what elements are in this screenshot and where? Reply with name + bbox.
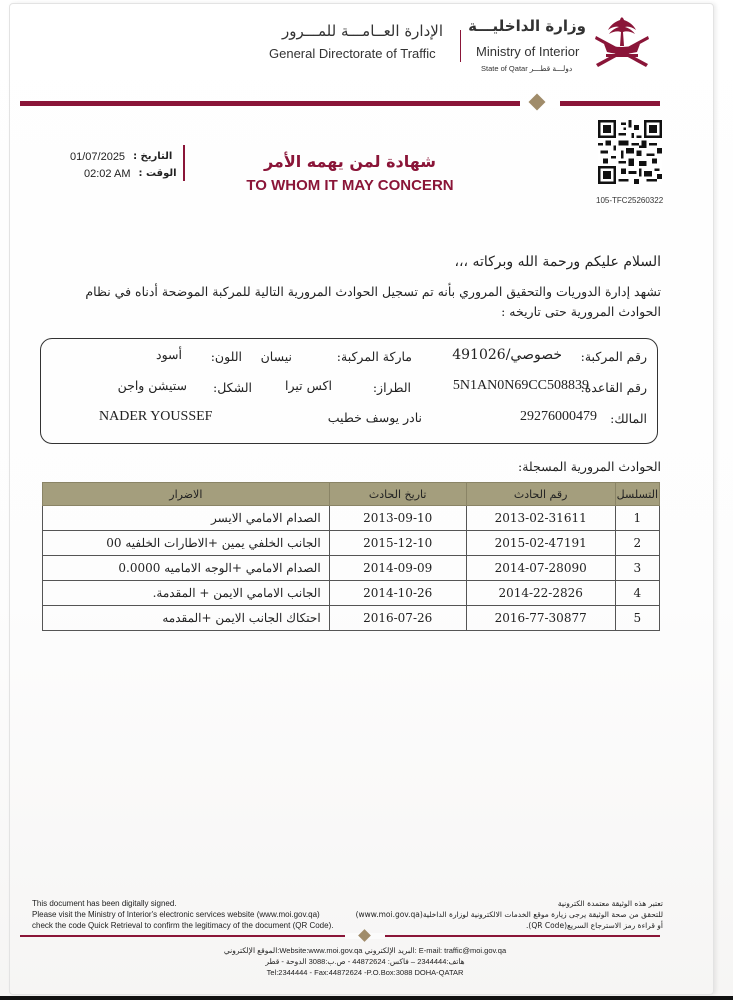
cell-number: 2016-77-30877 <box>466 606 615 631</box>
table-header-row <box>43 483 660 506</box>
cell-seq: 2 <box>615 531 659 556</box>
time-value: 02:02 AM <box>84 167 131 180</box>
header-date: تاريخ الحادث <box>329 483 466 506</box>
header-rule <box>20 101 660 106</box>
header-number: رقم الحادث <box>466 483 615 506</box>
table-row <box>43 506 660 531</box>
vehicle-info-box <box>40 338 658 444</box>
chassis-label: رقم القاعدة: <box>580 380 647 395</box>
intro-paragraph <box>61 282 661 322</box>
time-label: الوقت : <box>138 168 177 179</box>
qr-reference-code: 105-TFC25260322 <box>596 196 664 205</box>
date-divider <box>183 145 185 181</box>
cell-damage: الجانب الخلفي يمين +الاطارات الخلفيه 00 <box>43 531 330 556</box>
footer-ar-line-2: للتحقق من صحة الوثيقة يرجى زيارة موقع الخدمات الالكترونية لوزارة الداخلية(www.moi.gov.qa) <box>355 910 663 919</box>
footer-en-line-1: This document has been digitally signed. <box>32 899 177 908</box>
cell-number: 2014-07-28090 <box>466 556 615 581</box>
cell-damage: الجانب الامامي الايمن + المقدمة. <box>43 581 330 606</box>
title-en: TO WHOM IT MAY CONCERN <box>246 177 454 194</box>
intro-line-1: تشهد إدارة الدوريات والتحقيق المروري بأنه تم تسجيل الحوادث المرورية التالية للمركبة الموضحة أدناه في نظام <box>85 284 661 299</box>
footer-ar-line-1: تعتبر هذه الوثيقة معتمدة الكترونية <box>557 899 663 908</box>
cell-damage: الصدام الامامي +الوجه الاماميه 0.0000 <box>43 556 330 581</box>
cell-damage: الصدام الامامي الايسر <box>43 506 330 531</box>
cell-number: 2014-22-2826 <box>466 581 615 606</box>
table-row <box>43 531 660 556</box>
footer-contact <box>190 945 540 978</box>
cell-seq: 3 <box>615 556 659 581</box>
contact-web-email: الموقع الإلكتروني:Website:www.moi.gov.qa البريد الإلكتروني: E-mail: traffic@moi.gov.qa <box>223 946 507 955</box>
greeting-text: السلام عليكم ورحمة الله وبركاته ،،، <box>454 254 661 270</box>
footer-en-line-2: Please visit the Ministry of Interior's electronic services website (www.moi.gov.qa) <box>32 910 320 919</box>
header-divider <box>460 30 461 62</box>
plate-label: رقم المركبة: <box>580 349 647 364</box>
shape-label: الشكل: <box>212 380 252 395</box>
qatar-emblem-icon <box>590 14 654 74</box>
chassis-value: 5N1AN0N69CC508839 <box>452 378 589 393</box>
cell-date: 2013-09-10 <box>329 506 466 531</box>
cell-number: 2013-02-31611 <box>466 506 615 531</box>
qr-code-icon[interactable] <box>598 120 662 184</box>
header-damage: الاضرار <box>43 483 330 506</box>
cell-damage: احتكاك الجانب الايمن +المقدمه <box>43 606 330 631</box>
intro-line-2: الحوادث المرورية حتى تاريخه : <box>501 304 661 319</box>
cell-seq: 1 <box>615 506 659 531</box>
plate-value: خصوصي/491026 <box>452 347 562 363</box>
footer-en-notice <box>32 898 333 931</box>
accidents-title: الحوادث المرورية المسجلة: <box>518 459 661 474</box>
table-row <box>43 581 660 606</box>
owner-label: المالك: <box>610 411 647 426</box>
color-value: أسود <box>156 347 182 362</box>
footer-ar-notice <box>343 898 663 931</box>
directorate-name-en: General Directorate of Traffic <box>269 46 436 61</box>
ministry-name-ar: وزارة الداخليـــة <box>468 17 586 35</box>
cell-date: 2016-07-26 <box>329 606 466 631</box>
date-value: 01/07/2025 <box>70 150 126 163</box>
title-ar: شهادة لمن يهمه الأمر <box>263 152 437 171</box>
cell-number: 2015-02-47191 <box>466 531 615 556</box>
date-label: التاريخ : <box>133 151 173 162</box>
make-label: ماركة المركبة: <box>336 349 412 364</box>
table-row <box>43 556 660 581</box>
cell-date: 2015-12-10 <box>329 531 466 556</box>
cell-seq: 4 <box>615 581 659 606</box>
owner-name-ar: نادر يوسف خطيب <box>327 410 422 425</box>
footer-rule <box>20 935 660 937</box>
owner-id: 29276000479 <box>520 409 597 424</box>
model-value: اكس تيرا <box>285 378 332 393</box>
make-value: نيسان <box>260 349 292 364</box>
cell-date: 2014-10-26 <box>329 581 466 606</box>
directorate-name-ar: الإدارة العــامـــة للمـــرور <box>282 22 443 40</box>
owner-name-en: NADER YOUSSEF <box>99 409 213 424</box>
model-label: الطراز: <box>372 380 411 395</box>
shape-value: ستيشن واجن <box>117 378 187 393</box>
footer-en-line-3: check the code Quick Retrieval to confirm the legitimacy of the document (QR Code). <box>32 921 334 930</box>
bottom-edge <box>0 996 733 1000</box>
table-row <box>43 606 660 631</box>
contact-phone-ar: هاتف:2344444 – فاكس: 44872624 - ص.ب:3088 الدوحة - قطر <box>265 957 465 966</box>
footer-ar-line-3: أو قراءة رمز الاسترجاع السريع(QR Code). <box>526 921 663 930</box>
header-seq: التسلسل <box>615 483 659 506</box>
date-time-block <box>70 148 177 182</box>
cell-date: 2014-09-09 <box>329 556 466 581</box>
contact-phone-en: Tel:2344444 - Fax:44872624 -P.O.Box:3088 DOHA-QATAR <box>266 968 464 977</box>
state-line: State of Qatar دولـــة قطـــر <box>481 64 573 73</box>
color-label: اللون: <box>210 349 242 364</box>
cell-seq: 5 <box>615 606 659 631</box>
accidents-table <box>42 482 660 631</box>
ministry-name-en: Ministry of Interior <box>476 44 580 59</box>
